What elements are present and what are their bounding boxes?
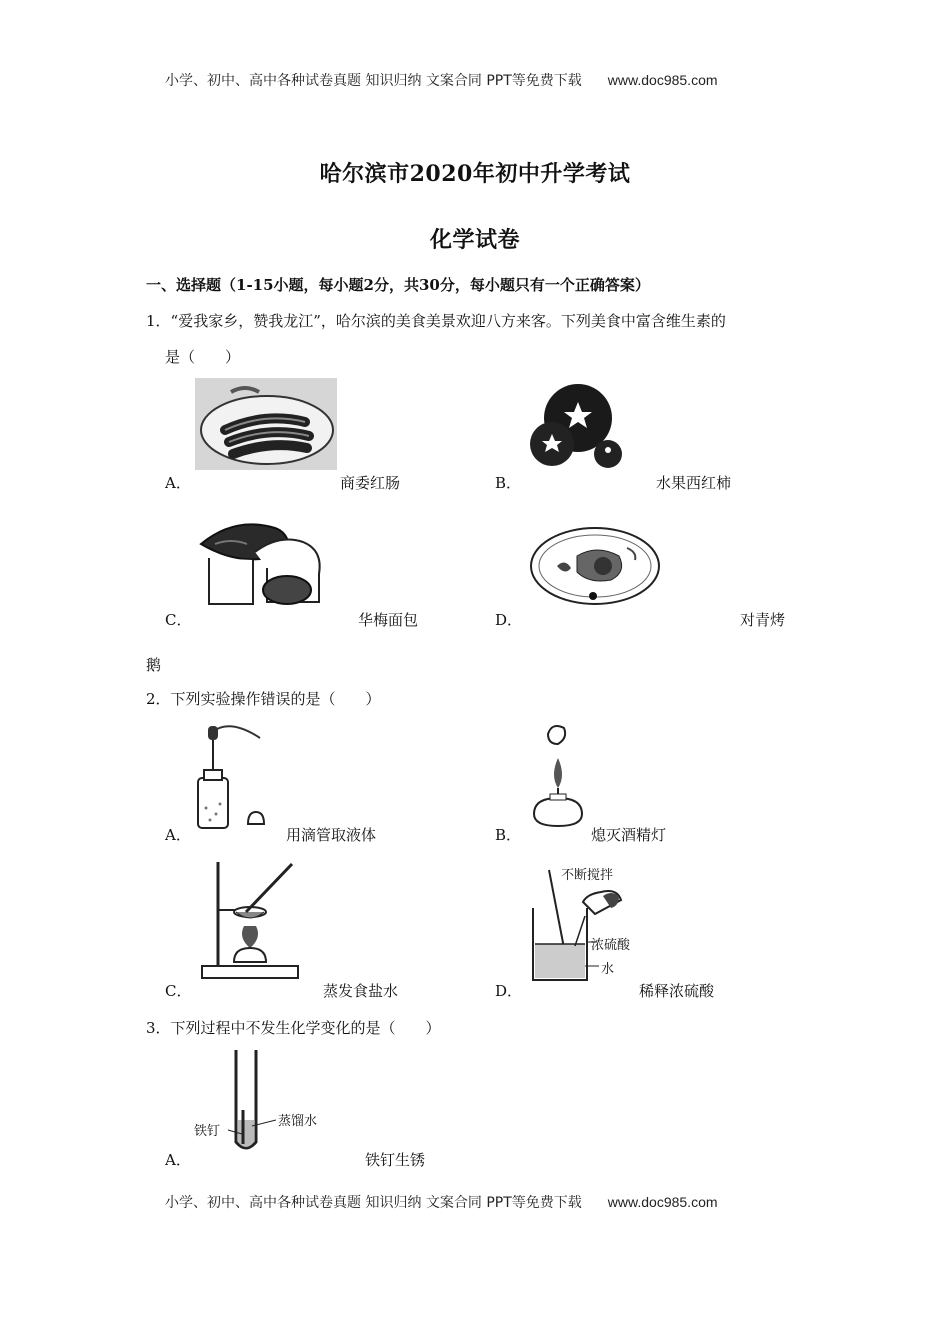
q1-option-d-wrap: 鹅 <box>146 656 162 674</box>
nail-test-tube-image <box>192 1048 342 1156</box>
q1-option-c-letter: C． <box>165 611 192 629</box>
q3-option-a-caption: 铁钉生锈 <box>365 1151 426 1169</box>
dropper-image <box>190 716 270 832</box>
distilled-water-label: 蒸馏水 <box>278 1114 318 1129</box>
question-1-stem: 1．“爱我家乡，赞我龙江”，哈尔滨的美食美景欢迎八方来客。下列美食中富含维生素的 <box>146 312 726 330</box>
q1-option-c-caption: 华梅面包 <box>358 611 419 629</box>
q2-option-d-letter: D． <box>495 982 523 1000</box>
exam-title: 哈尔滨市2020年初中升学考试 <box>319 161 631 187</box>
q2-option-d-caption: 稀释浓硫酸 <box>639 982 715 1000</box>
evaporation-apparatus-image <box>198 858 302 982</box>
q1-option-b-caption: 水果西红柿 <box>656 474 732 492</box>
dilution-image <box>525 862 645 986</box>
q1-option-b-letter: B． <box>495 474 522 492</box>
roast-goose-image <box>527 522 663 612</box>
stir-label: 不断搅拌 <box>561 868 614 883</box>
q2-option-c-letter: C． <box>165 982 192 1000</box>
bread-image <box>195 514 331 612</box>
acid-label: 浓硫酸 <box>591 938 631 953</box>
question-3-stem: 3．下列过程中不发生化学变化的是（ ） <box>146 1019 441 1037</box>
q3-option-a-letter: A． <box>165 1151 191 1169</box>
header-site[interactable]: www.doc985.com <box>607 72 718 88</box>
page-header <box>165 70 718 90</box>
q2-option-b-caption: 熄灭酒精灯 <box>591 826 667 844</box>
q2-option-a-caption: 用滴管取液体 <box>286 826 377 844</box>
alcohol-lamp-image <box>520 718 596 834</box>
footer-text: 小学、初中、高中各种试卷真题 知识归纳 文案合同 PPT等免费下载 <box>165 1195 582 1211</box>
q1-option-a-letter: A． <box>165 474 191 492</box>
water-label: 水 <box>601 962 615 977</box>
nail-label: 铁钉 <box>194 1124 221 1139</box>
question-1-stem-cont: 是（ ） <box>165 348 241 366</box>
sausage-plate-image <box>195 378 337 470</box>
q2-option-a-letter: A． <box>165 826 191 844</box>
page-footer <box>165 1192 718 1212</box>
question-2-stem: 2．下列实验操作错误的是（ ） <box>146 690 381 708</box>
footer-site[interactable]: www.doc985.com <box>607 1194 718 1210</box>
q2-option-b-letter: B． <box>495 826 522 844</box>
q1-option-d-letter: D． <box>495 611 523 629</box>
exam-subtitle: 化学试卷 <box>429 227 520 253</box>
q1-option-a-caption: 商委红肠 <box>340 474 401 492</box>
q1-option-d-caption: 对青烤 <box>740 611 786 629</box>
tomato-image <box>522 378 642 470</box>
q2-option-c-caption: 蒸发食盐水 <box>323 982 399 1000</box>
section-heading: 一、选择题（1-15小题，每小题2分，共30分，每小题只有一个正确答案） <box>146 276 650 294</box>
header-text: 小学、初中、高中各种试卷真题 知识归纳 文案合同 PPT等免费下载 <box>165 73 582 89</box>
